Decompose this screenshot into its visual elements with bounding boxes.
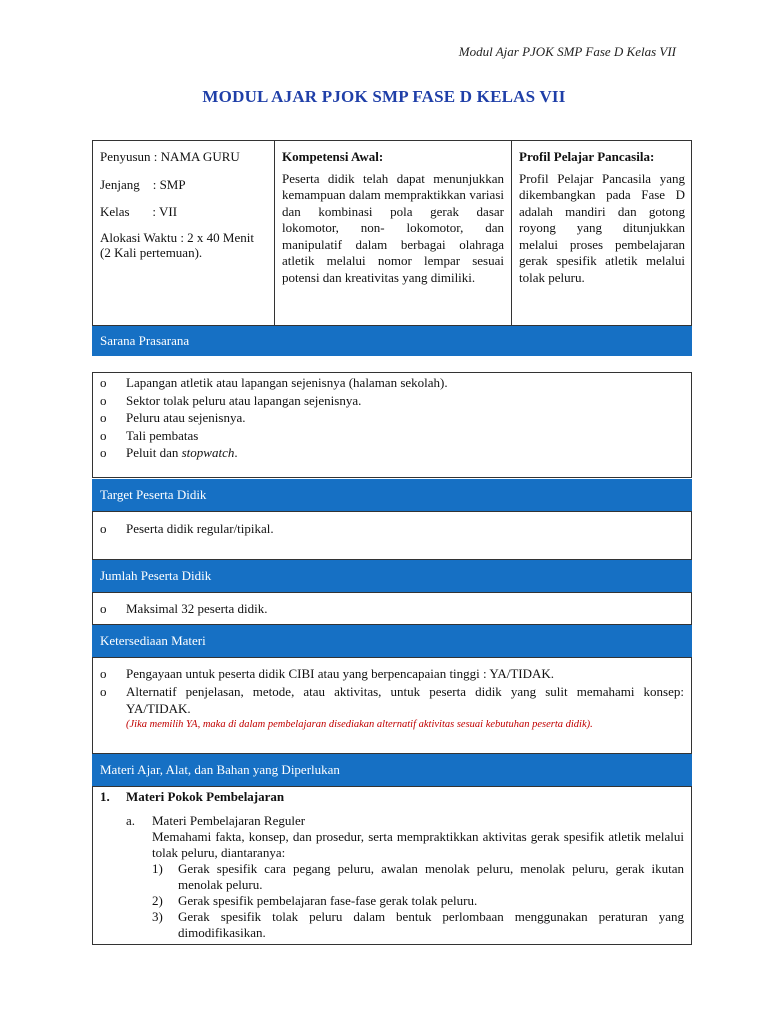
materi-sub bbox=[100, 813, 684, 941]
jenjang-text: Jenjang : SMP bbox=[100, 176, 186, 192]
list-item-end: . bbox=[234, 445, 238, 460]
profil-heading: Profil Pelajar Pancasila: bbox=[519, 149, 655, 164]
jumlah-box bbox=[92, 592, 692, 625]
list-item: o Tali pembatas bbox=[93, 427, 691, 445]
sub-letter: a. bbox=[126, 813, 136, 828]
sarana-box bbox=[92, 372, 692, 478]
list-item: o Sektor tolak peluru atau lapangan sejenisnya. bbox=[93, 392, 691, 410]
list-item bbox=[152, 909, 684, 941]
list-item: o Peluru atau sejenisnya. bbox=[93, 409, 691, 427]
materi-band: Materi Ajar, Alat, dan Bahan yang Diperlukan bbox=[92, 754, 692, 786]
point-text: Gerak spesifik pembelajaran fase-fase gerak tolak peluru. bbox=[178, 893, 478, 908]
running-header: Modul Ajar PJOK SMP Fase D Kelas VII bbox=[458, 44, 676, 59]
list-item bbox=[152, 861, 684, 893]
identity-table bbox=[92, 140, 692, 326]
point-number: 2) bbox=[152, 893, 163, 908]
section-title: Materi Pokok Pembelajaran bbox=[126, 789, 285, 804]
materi-section-heading bbox=[100, 789, 684, 805]
point-text: Gerak spesifik cara pegang peluru, awalan menolak peluru, menolak peluru, gerak ikutan menolak peluru. bbox=[178, 861, 684, 892]
list-item: o Pengayaan untuk peserta didik CIBI atau yang berpencapaian tinggi : YA/TIDAK. bbox=[93, 665, 691, 683]
penyusun-text: Penyusun : NAMA GURU bbox=[100, 149, 240, 164]
list-item-italic: stopwatch bbox=[181, 445, 235, 460]
identity-cell bbox=[93, 141, 274, 325]
list-item: o Alternatif penjelasan, metode, atau aktivitas, untuk peserta didik yang sulit memahami konsep: YA/TIDAK. bbox=[93, 683, 691, 718]
list-item: o Lapangan atletik atau lapangan sejenisnya (halaman sekolah). bbox=[93, 374, 691, 392]
list-item: o Peserta didik regular/tipikal. bbox=[93, 520, 691, 538]
kompetensi-cell bbox=[274, 141, 511, 325]
alokasi-text: Alokasi Waktu : 2 x 40 Menit (2 Kali pertemuan). bbox=[100, 229, 254, 260]
target-band: Target Peserta Didik bbox=[92, 479, 692, 511]
target-list bbox=[93, 520, 691, 538]
sub-title: Materi Pembelajaran Reguler bbox=[152, 813, 306, 828]
profil-text: Profil Pelajar Pancasila yang dikembangkan pada Fase D adalah mandiri dan gotong royong yang ditunjukkan melalui proses pembelajaran gerak spesifik atletik melalui tolak peluru. bbox=[519, 170, 685, 285]
point-number: 1) bbox=[152, 861, 163, 876]
ketersediaan-note: (Jika memilih YA, maka di dalam pembelajaran disediakan alternatif aktivitas sesuai kebutuhan peserta didik). bbox=[126, 718, 593, 730]
point-number: 3) bbox=[152, 909, 163, 924]
kelas-text: Kelas : VII bbox=[100, 204, 178, 219]
section-number: 1. bbox=[100, 789, 110, 804]
document-title: MODUL AJAR PJOK SMP FASE D KELAS VII bbox=[202, 87, 566, 106]
sarana-list bbox=[93, 374, 691, 462]
sarana-band: Sarana Prasarana bbox=[92, 326, 692, 356]
list-item-text: Peluit dan bbox=[126, 445, 182, 460]
ketersediaan-box bbox=[92, 657, 692, 754]
list-item bbox=[93, 444, 691, 462]
ketersediaan-list bbox=[93, 665, 691, 718]
materi-box bbox=[92, 786, 692, 945]
list-item: o Maksimal 32 peserta didik. bbox=[93, 600, 691, 618]
list-item bbox=[152, 893, 684, 909]
jumlah-band: Jumlah Peserta Didik bbox=[92, 560, 692, 592]
point-text: Gerak spesifik tolak peluru dalam bentuk perlombaan menggunakan peraturan yang dimodifikasikan. bbox=[178, 909, 684, 940]
kompetensi-text: Peserta didik telah dapat menunjukkan kemampuan dalam mempraktikkan variasi dan kombinasi pola gerak dasar lokomotor, non- lokomotor, dan manipulatif dalam berbagai olahraga atletik melalui nomor lempar sesuai potensi dan kreativitas yang dimiliki. bbox=[282, 170, 504, 285]
jumlah-list bbox=[93, 600, 691, 618]
profil-cell bbox=[511, 141, 692, 325]
materi-points bbox=[152, 861, 684, 941]
ketersediaan-band: Ketersediaan Materi bbox=[92, 625, 692, 657]
target-box bbox=[92, 511, 692, 560]
kompetensi-heading: Kompetensi Awal: bbox=[282, 149, 384, 164]
sub-text: Memahami fakta, konsep, dan prosedur, serta mempraktikkan aktivitas gerak spesifik atletik melalui tolak peluru, diantaranya: bbox=[152, 829, 684, 860]
